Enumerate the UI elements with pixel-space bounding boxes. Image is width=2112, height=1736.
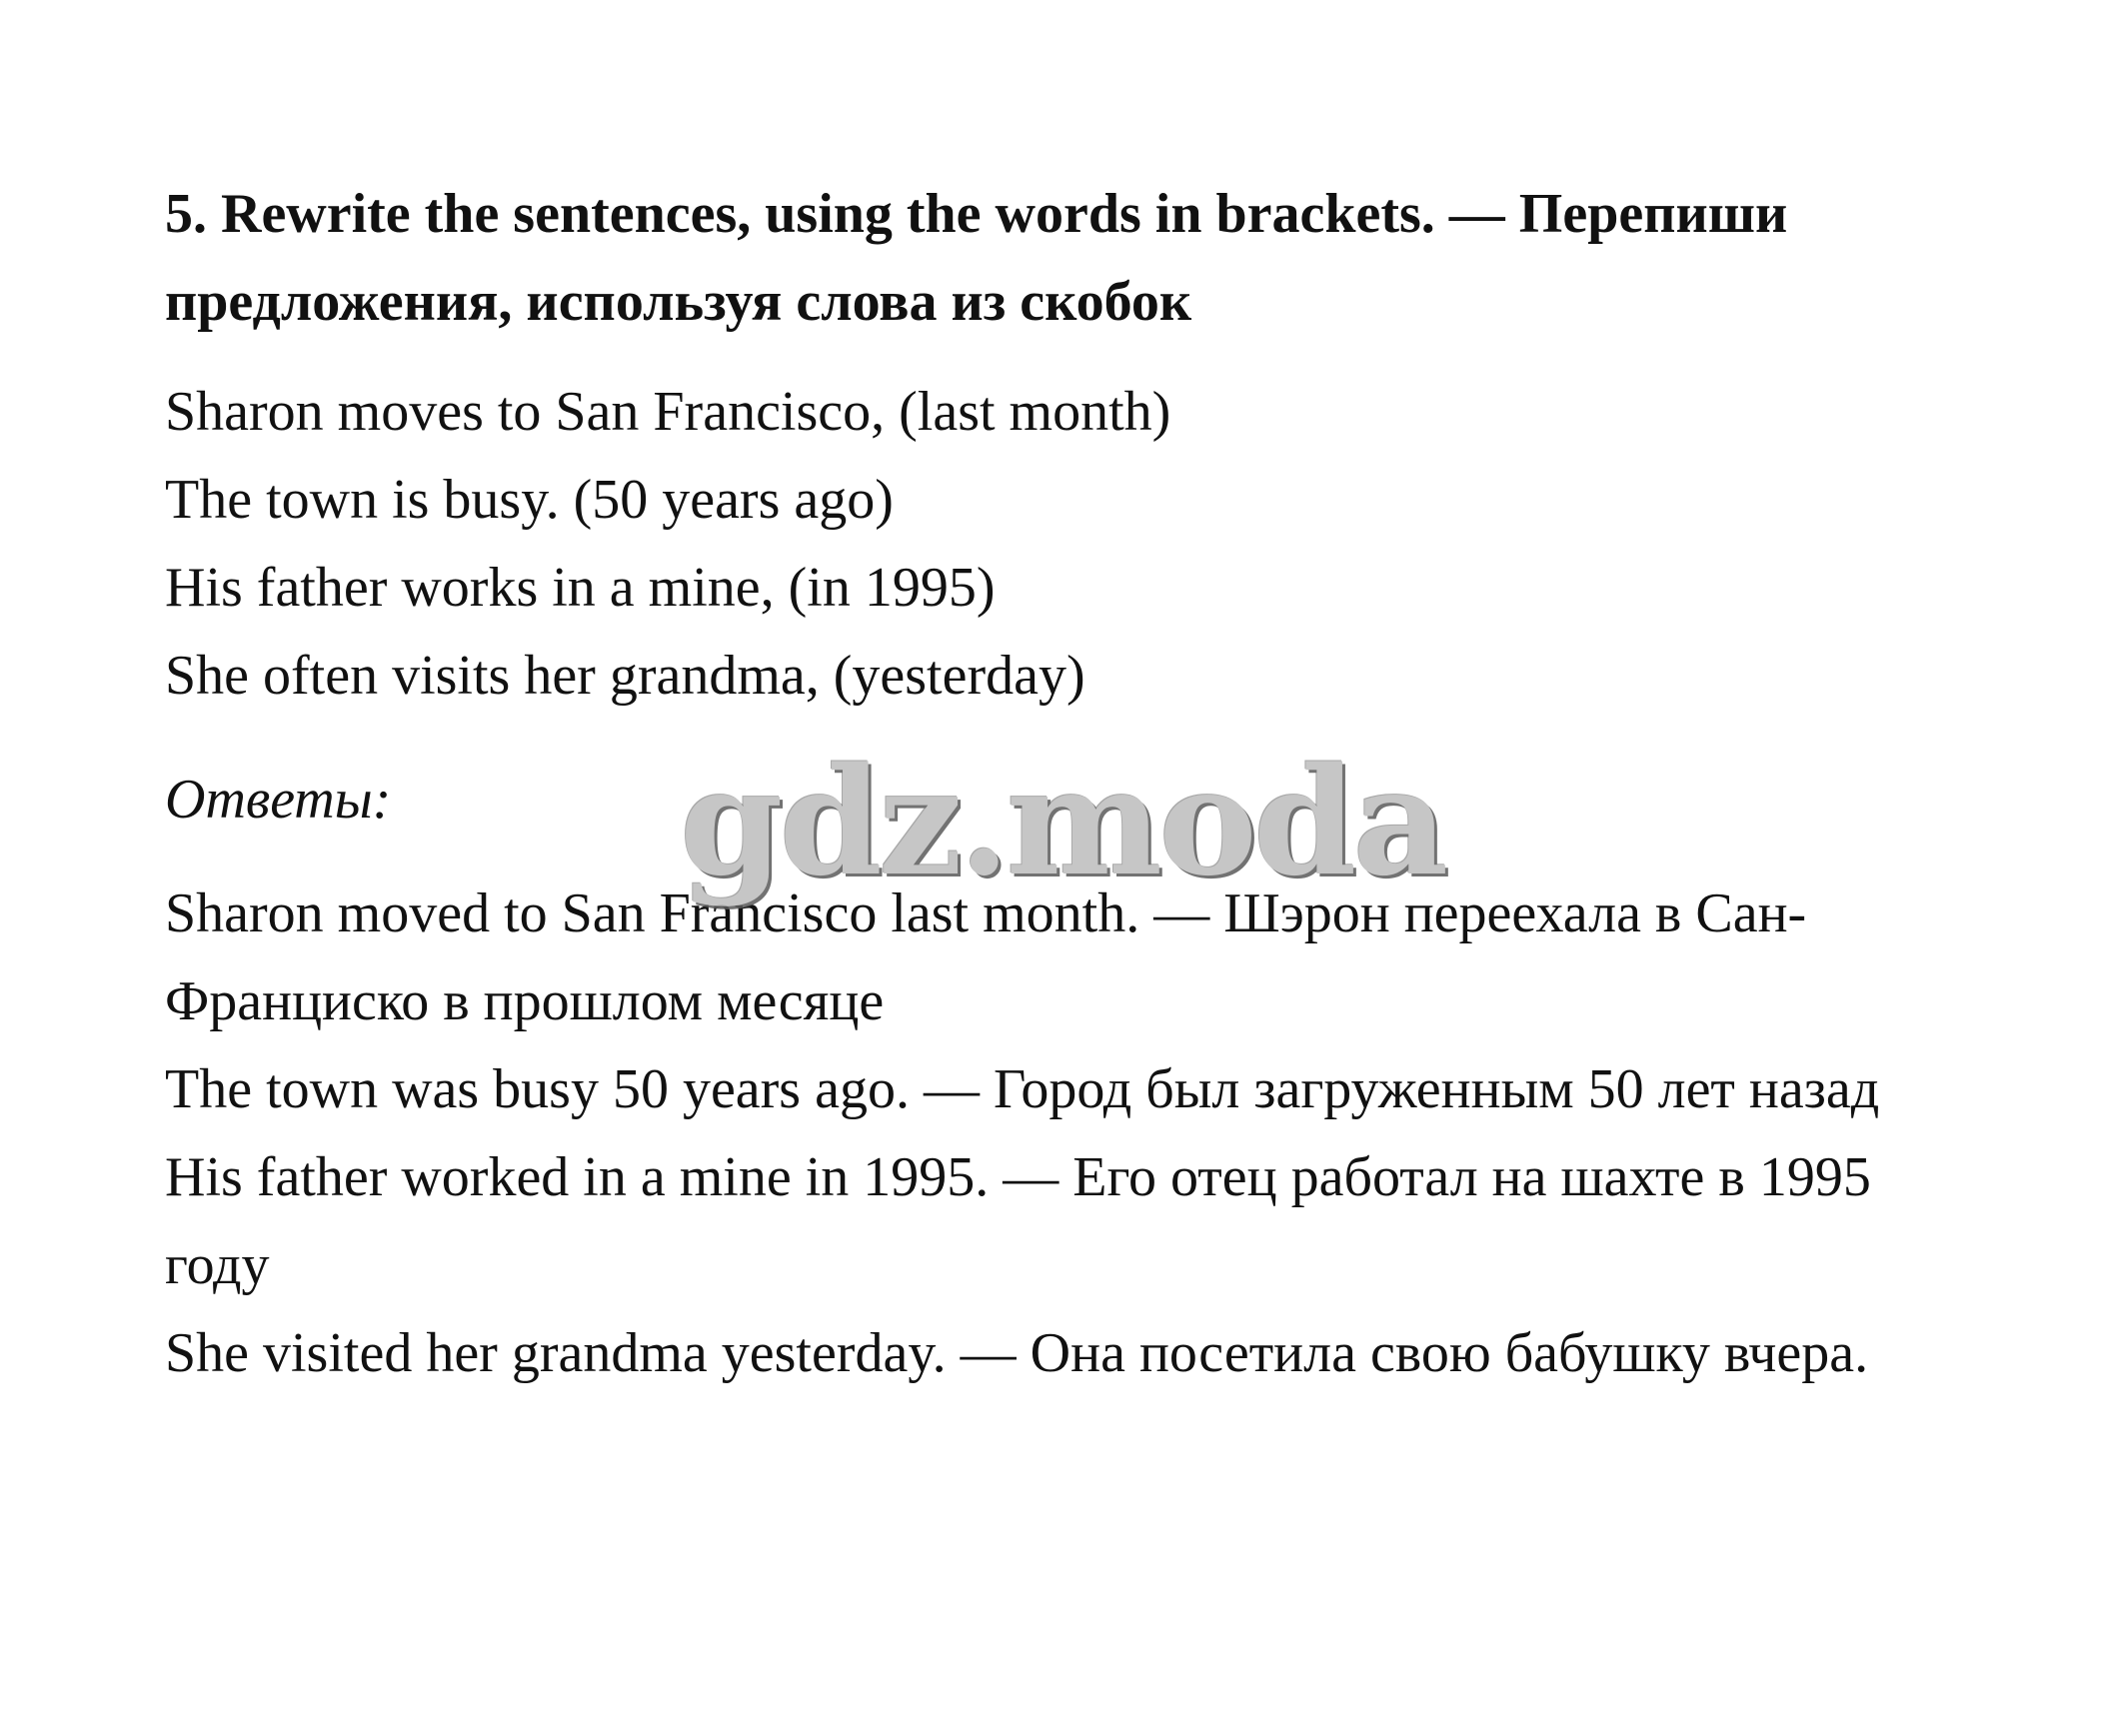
- answer-item: Sharon moved to San Francisco last month. — Шэрон переехала в Сан-Франциско в прошлом месяце: [165, 882, 1807, 1032]
- answer-item: She visited her grandma yesterday. — Она посетила свою бабушку вчера.: [165, 1322, 1869, 1384]
- answer-item: The town was busy 50 years ago. — Город был загруженным 50 лет назад: [165, 1058, 1880, 1120]
- task-title: 5. Rewrite the sentences, using the words in brackets. — Перепиши предложения, используя слова из скобок: [165, 183, 1788, 333]
- sentence-item: Sharon moves to San Francisco, (last month): [165, 381, 1171, 443]
- answer-item: His father worked in a mine in 1995. — Его отец работал на шахте в 1995 году: [165, 1146, 1871, 1296]
- sentence-item: His father works in a mine, (in 1995): [165, 557, 996, 619]
- answer-list: [165, 869, 1944, 1397]
- sentence-item: The town is busy. (50 years ago): [165, 469, 894, 531]
- watermark-logo: gdz.moda: [680, 735, 1445, 908]
- answers-label: Ответы:: [165, 769, 392, 831]
- sentence-item: She often visits her grandma, (yesterday): [165, 645, 1085, 707]
- sentence-list: [165, 368, 1944, 720]
